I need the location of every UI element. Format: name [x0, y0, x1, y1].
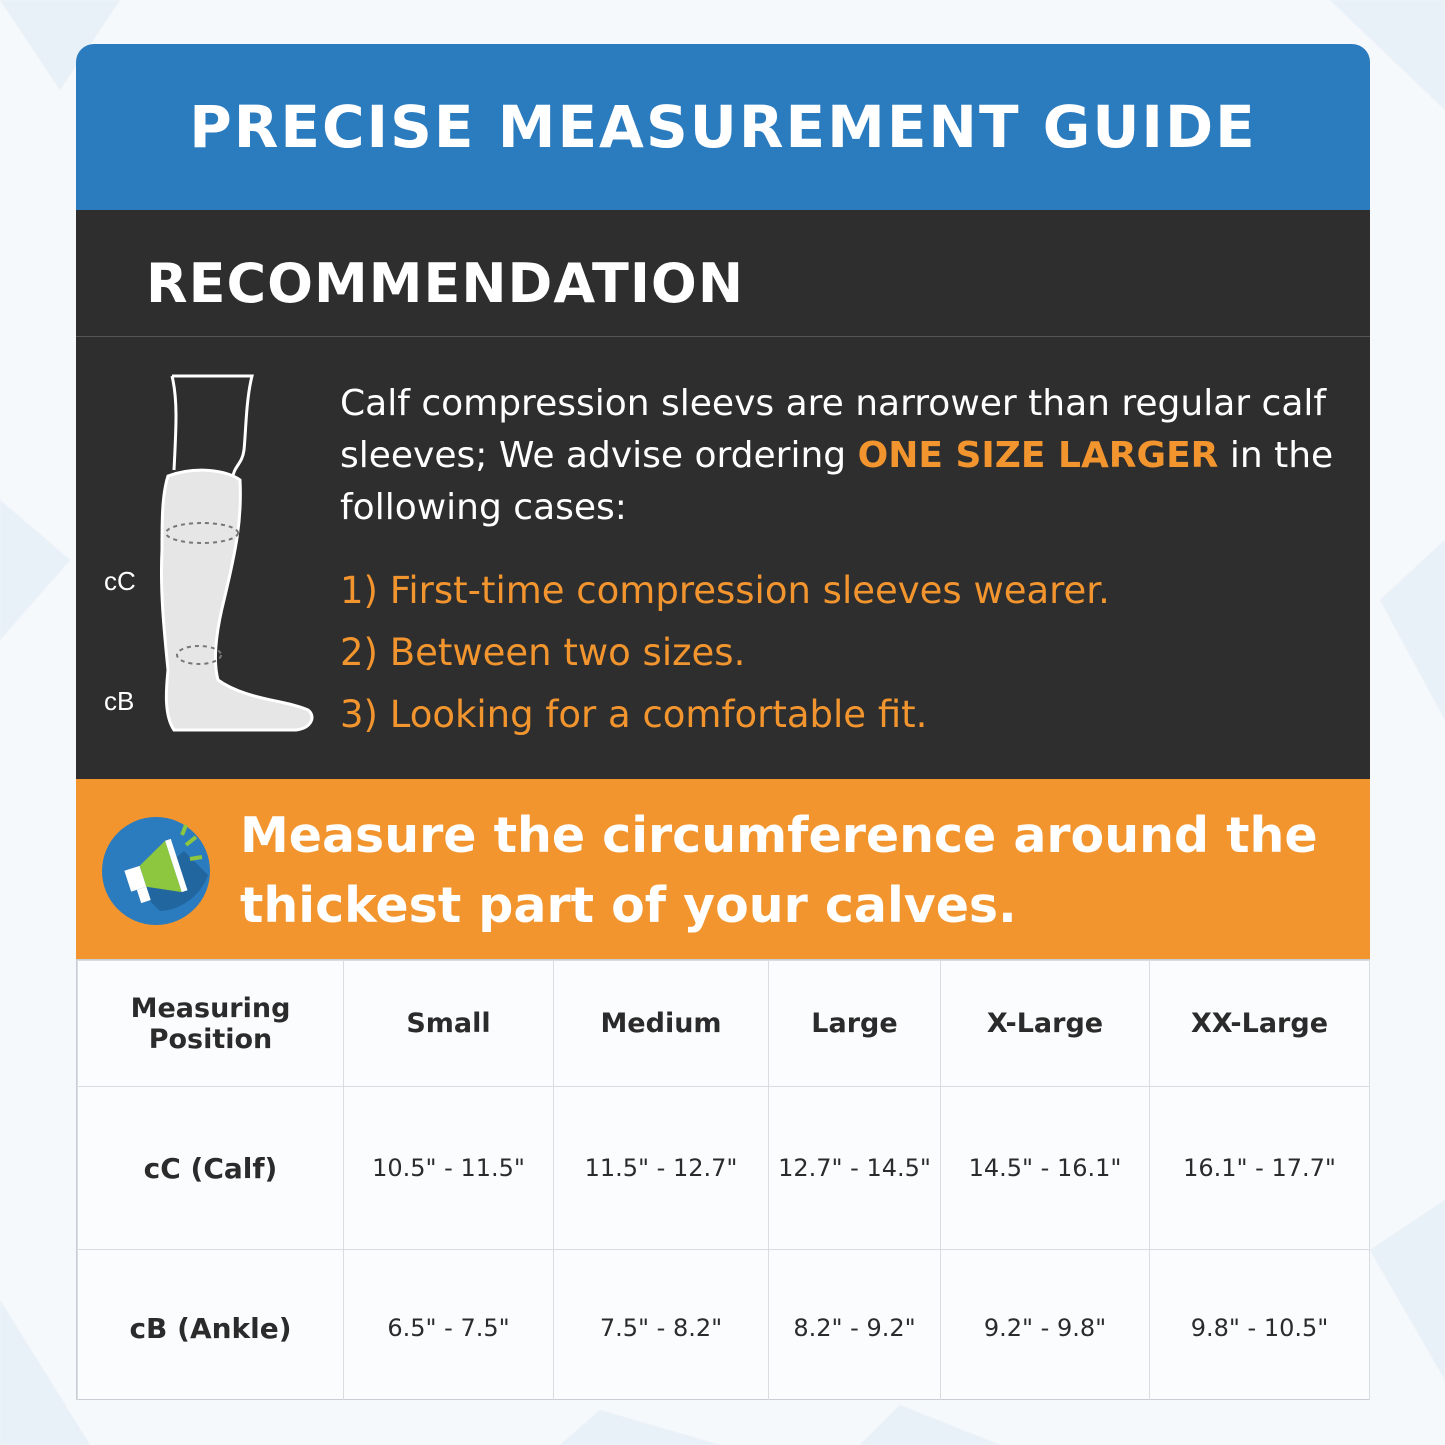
recommendation-intro: [340, 378, 1350, 534]
column-header: X-Large: [941, 961, 1150, 1087]
list-item: 3) Looking for a comfortable fit.: [340, 693, 928, 736]
table-cell: 16.1" - 17.7": [1150, 1087, 1370, 1250]
ankle-label: cB: [104, 686, 135, 716]
column-header: Small: [344, 961, 554, 1087]
column-header: Medium: [554, 961, 769, 1087]
table-cell: 8.2" - 9.2": [769, 1250, 941, 1401]
row-header: cB (Ankle): [78, 1250, 344, 1401]
column-header: Large: [769, 961, 941, 1087]
table-cell: 14.5" - 16.1": [941, 1087, 1150, 1250]
megaphone-icon: [100, 815, 212, 927]
cases-list: [340, 560, 1350, 746]
table-cell: 9.2" - 9.8": [941, 1250, 1150, 1401]
recommendation-panel: [76, 210, 1370, 779]
intro-text: Calf compression sleevs are narrower than regular calf sleeves; We advise ordering: [340, 383, 1327, 476]
table-cell: 7.5" - 8.2": [554, 1250, 769, 1401]
size-table: [77, 960, 1370, 1400]
tip-text: Measure the circumference around the thickest part of your calves.: [240, 807, 1318, 934]
table-cell: 12.7" - 14.5": [769, 1087, 941, 1250]
header-banner: [76, 44, 1370, 210]
list-item: 2) Between two sizes.: [340, 631, 746, 674]
table-cell: 6.5" - 7.5": [344, 1250, 554, 1401]
page-title: PRECISE MEASUREMENT GUIDE: [189, 93, 1257, 161]
list-item: 1) First-time compression sleeves wearer.: [340, 569, 1110, 612]
table-row: [78, 1250, 1370, 1401]
measurement-guide-card: [76, 44, 1370, 1400]
table-cell: 9.8" - 10.5": [1150, 1250, 1370, 1401]
table-header-row: [78, 961, 1370, 1087]
size-chart: [76, 959, 1370, 1400]
column-header: XX-Large: [1150, 961, 1370, 1087]
row-header: cC (Calf): [78, 1087, 344, 1250]
table-cell: 10.5" - 11.5": [344, 1087, 554, 1250]
table-row: [78, 1087, 1370, 1250]
recommendation-title: RECOMMENDATION: [146, 252, 745, 315]
divider: [76, 336, 1370, 337]
column-header: Measuring Position: [78, 961, 344, 1087]
intro-highlight: ONE SIZE LARGER: [857, 435, 1219, 476]
table-cell: 11.5" - 12.7": [554, 1087, 769, 1250]
tip-banner: [76, 779, 1370, 959]
calf-label: cC: [104, 566, 136, 596]
intro-text-end: in the following cases:: [340, 435, 1334, 528]
